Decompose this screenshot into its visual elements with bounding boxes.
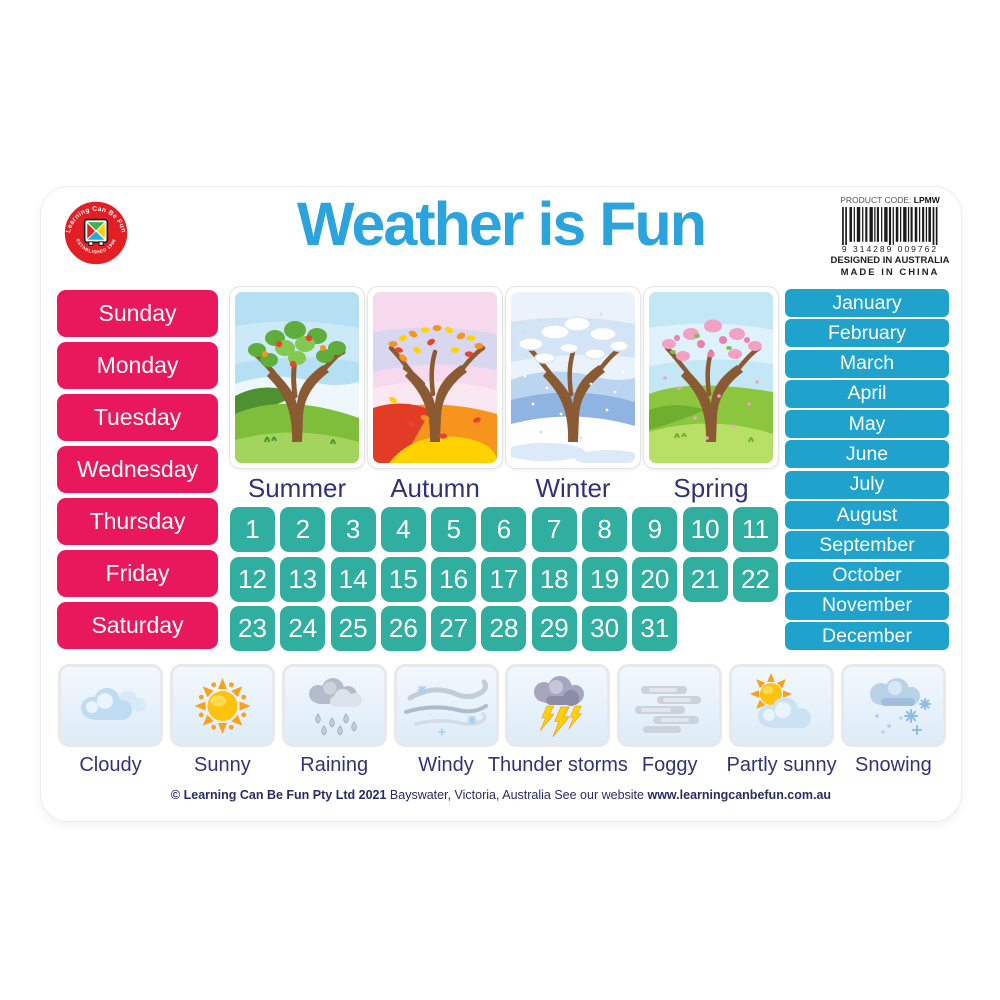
- day-tile[interactable]: Friday: [57, 550, 218, 597]
- weather-item-sunny: [170, 664, 275, 777]
- footer-copyright: © Learning Can Be Fun Pty Ltd 2021: [170, 788, 387, 802]
- weather-item-windy: [394, 664, 499, 777]
- weather-panel-raining[interactable]: [282, 664, 387, 747]
- day-tile[interactable]: Saturday: [57, 602, 218, 649]
- season-label-summer: Summer: [247, 473, 347, 503]
- calendar-day-cell[interactable]: 15: [381, 557, 426, 602]
- weather-item-cloudy: [58, 664, 163, 777]
- season-label-autumn: Autumn: [390, 473, 480, 503]
- month-tile[interactable]: March: [785, 350, 949, 378]
- weather-panel-cloudy[interactable]: [58, 664, 163, 747]
- weather-label: Foggy: [641, 754, 698, 776]
- calendar-day-cell[interactable]: 8: [582, 507, 627, 552]
- calendar-day-cell[interactable]: 27: [431, 606, 476, 651]
- barcode-digits: 9 314289 009762: [841, 244, 939, 254]
- calendar-day-cell[interactable]: 14: [331, 557, 376, 602]
- designed-in-text: DESIGNED IN AUSTRALIA: [830, 255, 950, 266]
- weather-panel-snowing[interactable]: [841, 664, 946, 747]
- weather-panel-thunderstorms[interactable]: [505, 664, 610, 747]
- calendar-day-cell[interactable]: 11: [733, 507, 778, 552]
- month-tile[interactable]: September: [785, 531, 949, 559]
- weather-label: Snowing: [855, 754, 932, 776]
- month-tile[interactable]: October: [785, 562, 949, 590]
- season-card-spring[interactable]: [644, 287, 778, 468]
- weather-panel-sunny[interactable]: [170, 664, 275, 747]
- weather-panel-windy[interactable]: [394, 664, 499, 747]
- weather-panel-partly-sunny[interactable]: [729, 664, 834, 747]
- calendar-day-cell[interactable]: 12: [230, 557, 275, 602]
- calendar-day-cell[interactable]: 22: [733, 557, 778, 602]
- calendar-grid: [230, 507, 782, 651]
- day-tile[interactable]: Thursday: [57, 498, 218, 545]
- snowing-icon: [847, 674, 940, 738]
- calendar-day-cell[interactable]: 28: [481, 606, 526, 651]
- calendar-day-cell[interactable]: 1: [230, 507, 275, 552]
- calendar-day-cell[interactable]: 18: [532, 557, 577, 602]
- calendar-day-cell[interactable]: 7: [532, 507, 577, 552]
- weather-item-raining: [282, 664, 387, 777]
- footer-address: Bayswater, Victoria, Australia See our website: [389, 788, 644, 802]
- foggy-icon: [623, 674, 716, 738]
- weather-item-snowing: [841, 664, 946, 777]
- logo-arc-top-text: Learning Can Be Fun: [65, 205, 127, 234]
- day-tile[interactable]: Tuesday: [57, 394, 218, 441]
- calendar-day-cell[interactable]: 23: [230, 606, 275, 651]
- product-code-line: [840, 195, 940, 205]
- month-tile[interactable]: August: [785, 501, 949, 529]
- day-tile[interactable]: Sunday: [57, 290, 218, 337]
- calendar-day-cell[interactable]: 21: [683, 557, 728, 602]
- raining-icon: [288, 674, 381, 738]
- logo-arc-bottom-text: ESTABLISHED 1996: [75, 237, 117, 255]
- windy-icon: [400, 674, 493, 738]
- calendar-day-cell[interactable]: 9: [632, 507, 677, 552]
- month-tile[interactable]: November: [785, 592, 949, 620]
- calendar-day-cell[interactable]: 26: [381, 606, 426, 651]
- month-tile[interactable]: April: [785, 380, 949, 408]
- weather-item-foggy: [617, 664, 722, 777]
- calendar-day-cell[interactable]: 4: [381, 507, 426, 552]
- day-tile[interactable]: Wednesday: [57, 446, 218, 493]
- product-code-value: LPMW: [913, 195, 940, 205]
- cloudy-icon: [64, 674, 157, 738]
- months-column: [785, 289, 949, 650]
- calendar-day-cell[interactable]: 17: [481, 557, 526, 602]
- partly-sunny-icon: [735, 674, 828, 738]
- season-card-winter[interactable]: [506, 287, 640, 468]
- barcode-icon: [840, 206, 940, 246]
- made-in-text: MADE IN CHINA: [840, 267, 940, 278]
- calendar-day-cell[interactable]: 24: [280, 606, 325, 651]
- winter-tree-illustration: [511, 292, 635, 463]
- month-tile[interactable]: January: [785, 289, 949, 317]
- weather-item-partly-sunny: [726, 664, 837, 777]
- days-column: [57, 290, 218, 649]
- calendar-day-cell[interactable]: 6: [481, 507, 526, 552]
- weather-label: Raining: [300, 754, 369, 776]
- calendar-day-cell[interactable]: 3: [331, 507, 376, 552]
- thunderstorms-icon: [511, 674, 604, 738]
- calendar-day-cell[interactable]: 20: [632, 557, 677, 602]
- page-title: Weather is Fun: [296, 190, 706, 258]
- month-tile[interactable]: December: [785, 622, 949, 650]
- season-labels-row: [230, 473, 778, 504]
- calendar-day-cell[interactable]: 25: [331, 606, 376, 651]
- season-label-spring: Spring: [673, 473, 749, 503]
- month-tile[interactable]: May: [785, 410, 949, 438]
- weather-panel-foggy[interactable]: [617, 664, 722, 747]
- calendar-day-cell[interactable]: 13: [280, 557, 325, 602]
- calendar-day-cell[interactable]: 10: [683, 507, 728, 552]
- spring-tree-illustration: [649, 292, 773, 463]
- weather-item-thunderstorms: [487, 664, 628, 777]
- placemat: [40, 186, 962, 822]
- footer-website-link[interactable]: www.learningcanbefun.com.au: [647, 788, 832, 802]
- calendar-day-cell[interactable]: 31: [632, 606, 677, 651]
- weather-label: Partly sunny: [726, 754, 837, 776]
- footer: [41, 788, 961, 802]
- weather-label: Windy: [418, 754, 474, 776]
- month-tile[interactable]: June: [785, 440, 949, 468]
- season-card-autumn[interactable]: [368, 287, 502, 468]
- calendar-day-cell[interactable]: 29: [532, 606, 577, 651]
- season-label-winter: Winter: [535, 473, 611, 503]
- seasons-row: [230, 287, 778, 468]
- month-tile[interactable]: July: [785, 471, 949, 499]
- calendar-day-cell[interactable]: 2: [280, 507, 325, 552]
- calendar-day-cell[interactable]: 19: [582, 557, 627, 602]
- calendar-day-cell[interactable]: 30: [582, 606, 627, 651]
- summer-tree-illustration: [235, 292, 359, 463]
- calendar-day-cell[interactable]: 16: [431, 557, 476, 602]
- weather-label: Cloudy: [79, 754, 142, 776]
- autumn-tree-illustration: [373, 292, 497, 463]
- weather-label: Thunder storms: [487, 754, 628, 776]
- weather-label: Sunny: [193, 754, 251, 776]
- product-code-label: PRODUCT CODE:: [840, 195, 912, 205]
- calendar-day-cell[interactable]: 5: [431, 507, 476, 552]
- season-card-summer[interactable]: [230, 287, 364, 468]
- weather-row: [58, 664, 946, 777]
- month-tile[interactable]: February: [785, 319, 949, 347]
- day-tile[interactable]: Monday: [57, 342, 218, 389]
- sunny-icon: [176, 674, 269, 738]
- product-info: [829, 195, 951, 278]
